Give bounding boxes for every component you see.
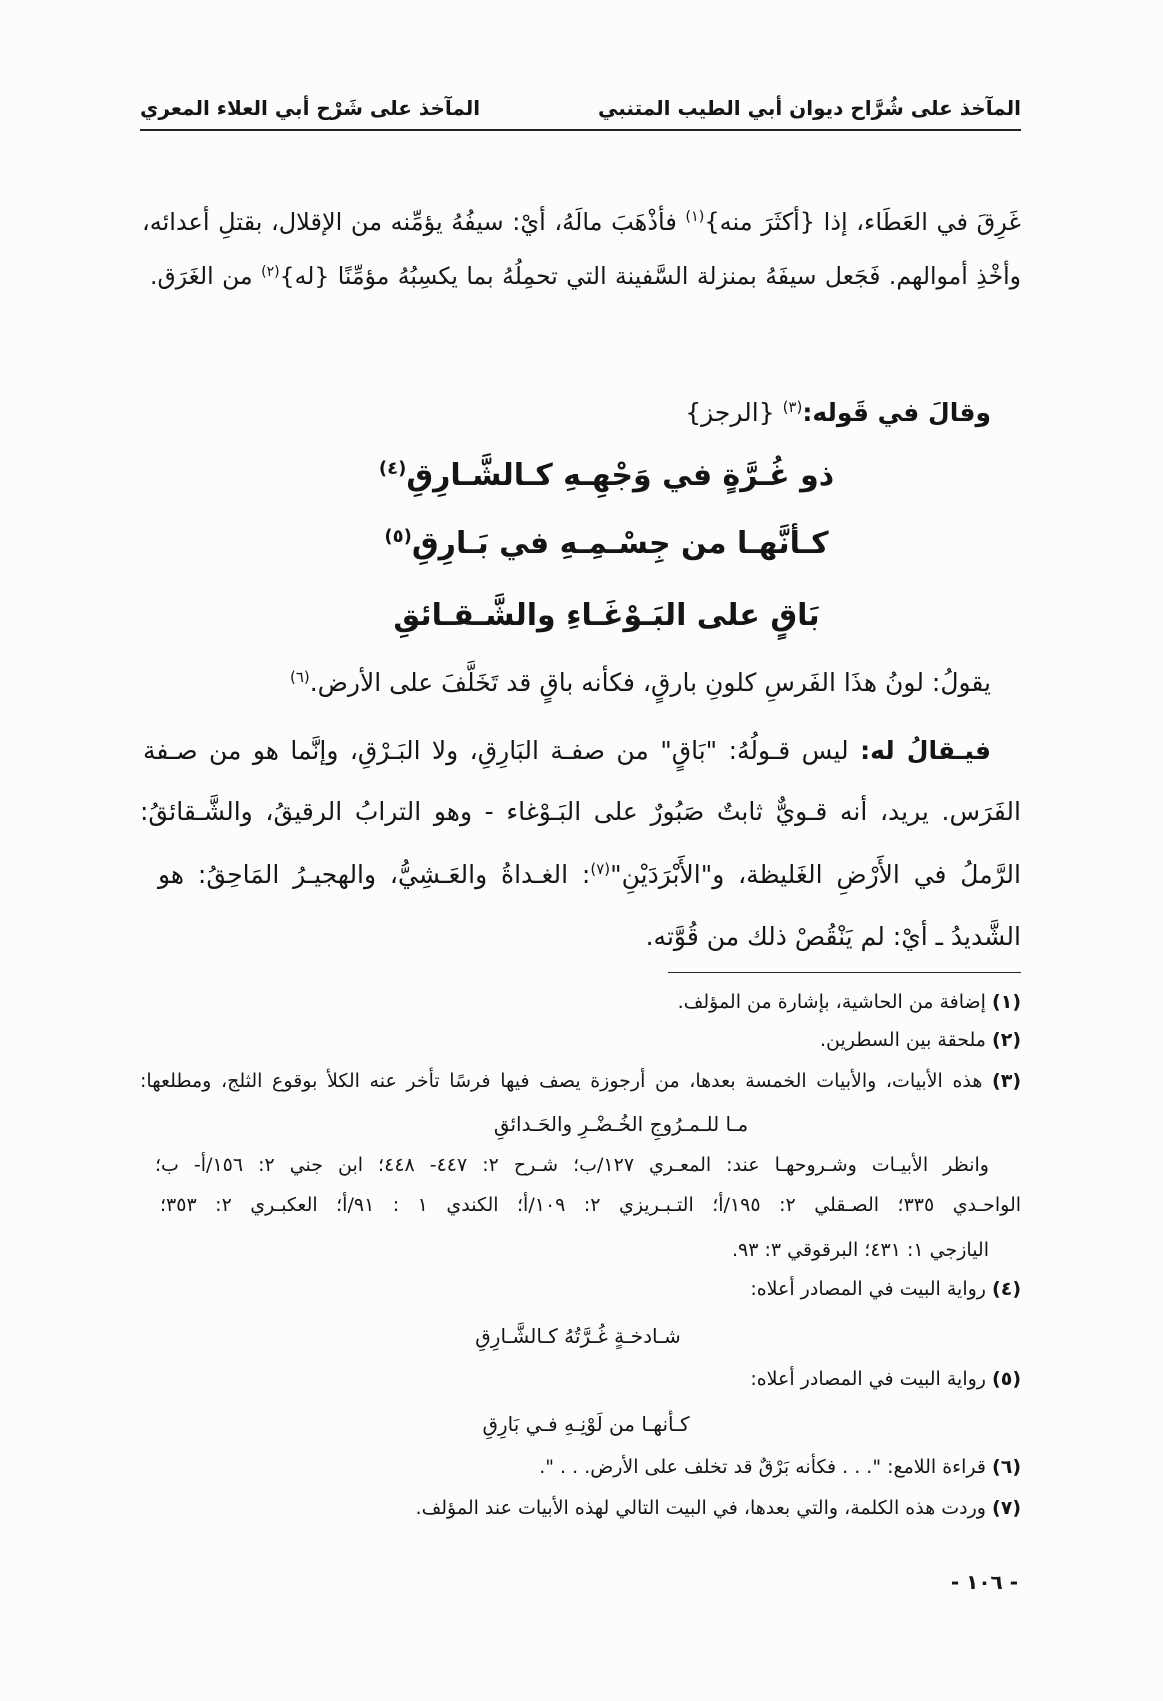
body-text: الرَّملُ في الأَرْضِ الغَليظة، و"الأَبْرَدَيْنِ" bbox=[610, 860, 1021, 889]
body-line bbox=[150, 254, 1021, 298]
footnote-ref: (٣) bbox=[782, 398, 803, 416]
page-number: - ١٠٦ - bbox=[950, 1570, 1018, 1594]
footnote-text: ملحقة بين السطرين. bbox=[819, 1029, 986, 1051]
footnote-verse: مـا للـمـرُوجِ الخُـضْـرِ والحَـدائقِ bbox=[493, 1112, 749, 1136]
footnote-text: رواية البيت في المصادر أعلاه: bbox=[750, 1368, 986, 1390]
footnote-text: قراءة اللامع: ". . . فكأنه بَرْقٌ قد تخلف على الأرض. . . ". bbox=[539, 1456, 986, 1478]
critique-line: الفَرَس. يريد، أنه قـويٌّ ثابتٌ صَبُورٌ على البَـوْغاء - وهو الترابُ الرقيقُ، والشَّـقائقُ: bbox=[140, 797, 1021, 826]
body-line bbox=[142, 200, 1021, 244]
footnote-text: إضافة من الحاشية، بإشارة من المؤلف. bbox=[677, 991, 986, 1013]
footnote bbox=[140, 1362, 1021, 1396]
running-header-left: المآخذ على شَرْح أبي العلاء المعري bbox=[140, 96, 481, 120]
footnote-sources-line: الواحـدي ٣٣٥؛ الصـقلي ٢: ١٩٥/أ؛ التـبـريزي ٢: ١٠٩/أ؛ الكندي ١ : ٩١/أ؛ العكبـري ٢: ٣٥٣؛ bbox=[160, 1194, 1022, 1216]
footnote-ref: (١) bbox=[685, 209, 705, 226]
body-text: : الغـداةُ والعَـشِيُّ، والهجيـرُ المَاحِقُ: هو bbox=[158, 860, 591, 889]
commentary-text: يقولُ: لونُ هذَا الفَرسِ كلونِ بارقٍ، فكأنه باقٍ قد تَخَلَّفَ على الأرض. bbox=[309, 668, 991, 697]
footnote-ref: (٤) bbox=[378, 458, 407, 480]
verse-text: بَاقٍ على البَـوْغَـاءِ والشَّـقـائقِ bbox=[393, 598, 820, 633]
footnote-number: (٣) bbox=[992, 1070, 1022, 1092]
footnote bbox=[140, 985, 1021, 1019]
body-text: ليس قـولُهُ: "بَاقٍ" من صفـة البَارِقِ، ولا البَـرْقِ، وإنَّما هو من صـفة bbox=[143, 736, 849, 765]
footnote-ref: (٢) bbox=[261, 263, 280, 280]
verse-line bbox=[330, 589, 883, 643]
verse-intro-lead: وقالَ في قَوله: bbox=[802, 398, 991, 427]
footnote-verse: كـأنهـا من لَوْنِـهِ فـي بَارِقِ bbox=[482, 1412, 690, 1436]
footnote-separator bbox=[668, 972, 1021, 973]
footnote-ref: (٦) bbox=[289, 668, 310, 686]
footnote-number: (٥) bbox=[992, 1368, 1021, 1390]
footnote-number: (٤) bbox=[992, 1278, 1021, 1300]
footnote bbox=[140, 1450, 1021, 1484]
verse-line bbox=[330, 449, 883, 503]
footnote bbox=[140, 1272, 1021, 1306]
footnote-sources-line: اليازجي ١: ٤٣١؛ البرقوقي ٣: ٩٣. bbox=[731, 1239, 989, 1261]
verse-text: ذو غُـرَّةٍ في وَجْهِـهِ كـالشَّـارِقِ bbox=[406, 458, 835, 493]
commentary-line bbox=[140, 661, 991, 705]
footnote-number: (٢) bbox=[992, 1029, 1021, 1051]
running-header-right: المآخذ على شُرَّاح ديوان أبي الطيب المتنبي bbox=[598, 96, 1021, 120]
body-text: فأذْهَبَ مالَهُ، أيْ: سيفُهُ يؤمِّنه من الإقلال، بقتلِ أعدائه، bbox=[142, 208, 677, 236]
verse-intro bbox=[560, 391, 991, 435]
body-text: وأخْذِ أموالهم. فَجَعل سيفَهُ بمنزلة السَّفينة التي تحمِلُهُ بما يكسِبُهُ مؤمِّنًا {له} bbox=[279, 262, 1021, 290]
critique-line bbox=[143, 729, 991, 773]
verse-line bbox=[330, 517, 883, 571]
body-text: من الغَرَق. bbox=[150, 262, 253, 290]
critique-line: الشَّديدُ ـ أيْ: لم يَنْقُصْ ذلك من قُوَّته. bbox=[645, 922, 1021, 951]
footnote-number: (٦) bbox=[992, 1456, 1021, 1478]
footnote-text: هذه الأبيات، والأبيات الخمسة بعدها، من أرجوزة يصف فيها فرسًا تأخر عنه الكلأ بوقوع الثلج، ومطلعها: bbox=[140, 1070, 983, 1092]
critique-lead: فيـقالُ له: bbox=[860, 736, 992, 765]
footnote bbox=[140, 1064, 1021, 1098]
meter-label: {الرجز} bbox=[685, 398, 775, 427]
footnote-ref: (٥) bbox=[384, 526, 412, 548]
critique-line bbox=[158, 853, 1021, 897]
verse-text: كـأنَّهـا من جِسْـمِـهِ في بَـارِقِ bbox=[411, 526, 829, 561]
footnote bbox=[140, 1023, 1021, 1057]
footnote-text: وردت هذه الكلمة، والتي بعدها، في البيت التالي لهذه الأبيات عند المؤلف. bbox=[415, 1497, 986, 1519]
footnote bbox=[140, 1491, 1021, 1525]
footnote-sources-line: وانظر الأبيـات وشـروحهـا عند: المعـري ١٢٧/ب؛ شـرح ٢: ٤٤٧- ٤٤٨؛ ابن جني ٢: ١٥٦/أ- ب؛ bbox=[155, 1154, 989, 1176]
footnote-text: رواية البيت في المصادر أعلاه: bbox=[750, 1278, 986, 1300]
body-text: غَرِقَ في العَطَاء، إذا {أكثَرَ منه} bbox=[704, 208, 1021, 236]
header-rule bbox=[140, 129, 1021, 131]
footnote-ref: (٧) bbox=[590, 860, 611, 878]
footnote-number: (١) bbox=[992, 991, 1021, 1013]
footnote-number: (٧) bbox=[992, 1497, 1021, 1519]
footnote-verse: شـادخـةٍ غُـرَّتُهُ كـالشَّـارِقِ bbox=[475, 1324, 681, 1348]
